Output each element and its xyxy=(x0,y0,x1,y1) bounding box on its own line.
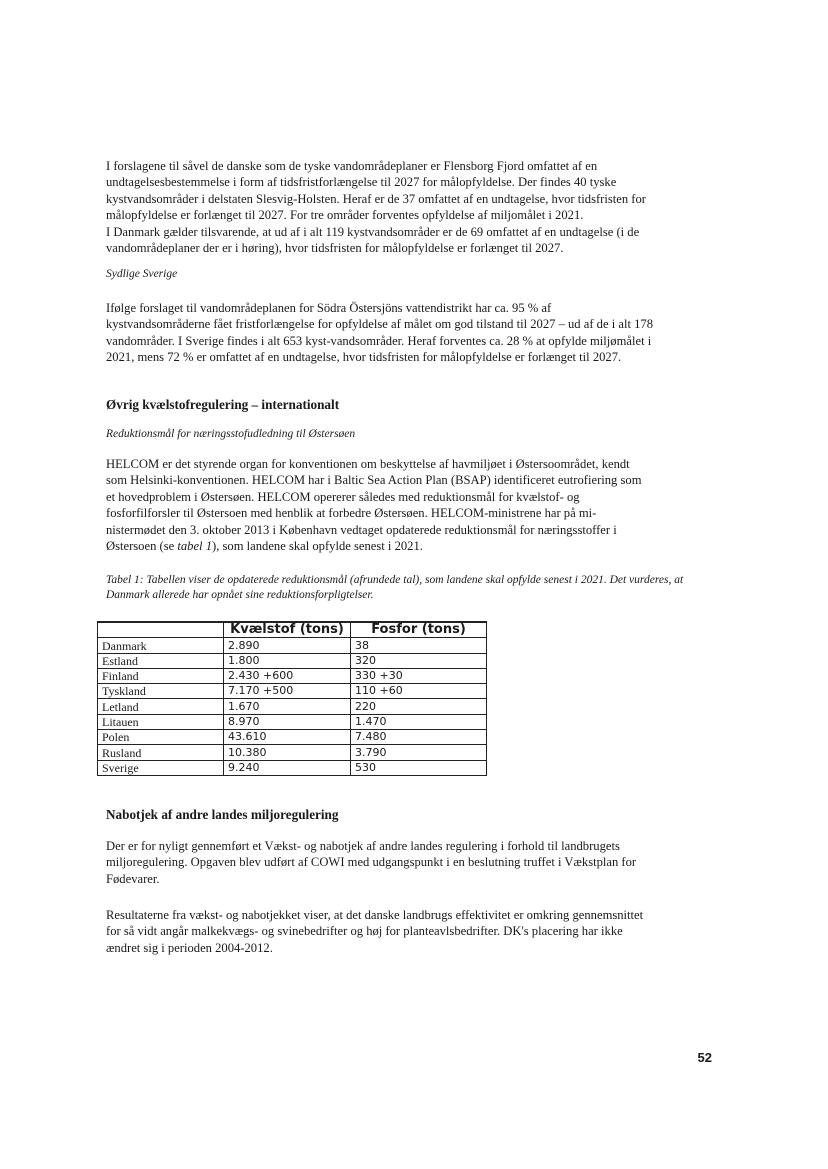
intro-paragraph xyxy=(106,158,712,256)
column-header: Fosfor (tons) xyxy=(351,622,487,638)
nitrogen-cell: 10.380 xyxy=(224,745,351,760)
country-cell: Polen xyxy=(98,730,224,745)
country-cell: Finland xyxy=(98,668,224,683)
nitrogen-cell: 1.670 xyxy=(224,699,351,714)
text-fragment: ), som landene skal opfylde senest i 2021. xyxy=(212,539,423,554)
table-row xyxy=(98,699,487,714)
phosphorus-cell: 330 +30 xyxy=(351,668,487,683)
helcom-paragraph xyxy=(106,456,712,554)
text-line: målopfyldelse er forlænget til 2027. For tre områder forventes opfyldelse af miljomålet i 2021. xyxy=(106,208,584,223)
sweden-paragraph xyxy=(106,300,712,366)
country-cell: Sverige xyxy=(98,760,224,775)
nitrogen-cell: 7.170 +500 xyxy=(224,684,351,699)
text-line: I forslagene til såvel de danske som de tyske vandområdeplaner er Flensborg Fjord omfattet af en xyxy=(106,159,598,173)
table-header-row xyxy=(98,622,487,638)
table-caption xyxy=(106,573,712,603)
text-line: Der er for nyligt gennemført et Vækst- og nabotjek af andre landes regulering i forhold til landbrugets xyxy=(106,839,620,853)
phosphorus-cell: 220 xyxy=(351,699,487,714)
text-line: Resultaterne fra vækst- og nabotjekket viser, at det danske landbrugs effektivitet er omkring gennemsnittet xyxy=(106,908,644,922)
phosphorus-cell: 320 xyxy=(351,653,487,668)
table-row xyxy=(98,745,487,760)
nabotjek-paragraph xyxy=(106,838,712,887)
nitrogen-cell: 2.430 +600 xyxy=(224,668,351,683)
nitrogen-cell: 1.800 xyxy=(224,653,351,668)
text-line: vandområdeplaner der er i høring), hvor tidsfristen for målopfyldelse er forlænget til 2027. xyxy=(106,241,564,256)
nitrogen-cell: 2.890 xyxy=(224,638,351,653)
text-line: fosforfilforsler til Østersoen med henblik at forbedre Østersøen. HELCOM-ministrene har på mi- xyxy=(106,506,597,521)
nitrogen-cell: 8.970 xyxy=(224,714,351,729)
country-cell: Danmark xyxy=(98,638,224,653)
text-line: kystvandsområder i delstaten Slesvig-Holsten. Heraf er de 37 omfattet af en undtagelse, hvor tidsfristen for xyxy=(106,191,646,206)
results-paragraph xyxy=(106,907,712,956)
table-row xyxy=(98,730,487,745)
nitrogen-cell: 9.240 xyxy=(224,760,351,775)
text-line: 2021, mens 72 % er omfattet af en undtagelse, hvor tidsfristen for målopfyldelse er forlænget til 2027. xyxy=(106,350,622,365)
caption-line: Danmark allerede har opnået sine reduktionsforpligtelser. xyxy=(106,589,374,601)
text-fragment: Østersoen (se xyxy=(106,539,178,554)
nabotjek-heading: Nabotjek af andre landes miljoregulering xyxy=(106,807,339,822)
nitrogen-cell: 43.610 xyxy=(224,730,351,745)
country-cell: Estland xyxy=(98,653,224,668)
phosphorus-cell: 530 xyxy=(351,760,487,775)
table-row xyxy=(98,684,487,699)
text-line: som Helsinki-konventionen. HELCOM har i Baltic Sea Action Plan (BSAP) identificeret eutrofiering som xyxy=(106,473,642,488)
country-cell: Letland xyxy=(98,699,224,714)
reduction-targets-table xyxy=(97,621,487,776)
phosphorus-cell: 1.470 xyxy=(351,714,487,729)
table-row xyxy=(98,714,487,729)
text-line: Fødevarer. xyxy=(106,871,160,886)
text-line: vandområder. I Sverige findes i alt 653 kyst-vandsområder. Heraf forventes ca. 28 % at opfylde miljømålet i xyxy=(106,333,652,348)
table-row xyxy=(98,653,487,668)
text-line: kystvandsområderne fået fristforlængelse for opfyldelse af målet om god tilstand til 2027 – ud af de i alt 178 xyxy=(106,317,653,332)
table-row xyxy=(98,638,487,653)
text-line: nistermødet den 3. oktober 2013 i København vedtaget opdaterede reduktionsmål for næringsstoffer i xyxy=(106,522,617,537)
text-line: Ifølge forslaget til vandområdeplanen for Södra Östersjöns vattendistrikt har ca. 95 % af xyxy=(106,301,552,315)
country-cell: Litauen xyxy=(98,714,224,729)
text-line: for så vidt angår malkekvægs- og svinebedrifter og høj for planteavlsbedrifter. DK's placering har ikke xyxy=(106,924,623,939)
table-reference: tabel 1 xyxy=(177,539,212,554)
sweden-heading: Sydlige Sverige xyxy=(106,268,178,280)
phosphorus-cell: 110 +60 xyxy=(351,684,487,699)
column-header xyxy=(98,622,224,638)
text-line: I Danmark gælder tilsvarende, at ud af i alt 119 kystvandsområder er de 69 omfattet af en undtagelse (i de xyxy=(106,224,640,239)
phosphorus-cell: 38 xyxy=(351,638,487,653)
text-line: HELCOM er det styrende organ for konventionen om beskyttelse af havmiljøet i Østersoområdet, kendt xyxy=(106,457,630,471)
section-subheading: Reduktionsmål for næringsstofudledning til Østersøen xyxy=(106,428,356,440)
table-row xyxy=(98,760,487,775)
caption-line: Tabel 1: Tabellen viser de opdaterede reduktionsmål (afrundede tal), som landene skal opfylde senest i 2021. Det vurderes, at xyxy=(106,574,684,586)
text-line: undtagelsesbestemmelse i form af tidsfristforlængelse til 2027 for målopfyldelse. Der findes 40 tyske xyxy=(106,175,617,190)
page-number: 52 xyxy=(697,1050,712,1065)
text-line: ændret sig i perioden 2004-2012. xyxy=(106,940,273,955)
phosphorus-cell: 3.790 xyxy=(351,745,487,760)
text-line: et hovedproblem i Østersøen. HELCOM opererer således med reduktionsmål for kvælstof- og xyxy=(106,489,580,504)
table-row xyxy=(98,668,487,683)
country-cell: Rusland xyxy=(98,745,224,760)
phosphorus-cell: 7.480 xyxy=(351,730,487,745)
column-header: Kvælstof (tons) xyxy=(224,622,351,638)
section-heading: Øvrig kvælstofregulering – internationalt xyxy=(106,397,340,412)
text-line xyxy=(106,538,712,554)
country-cell: Tyskland xyxy=(98,684,224,699)
text-line: miljoregulering. Opgaven blev udført af COWI med udgangspunkt i en beslutning truffet i Vækstplan for xyxy=(106,855,637,870)
